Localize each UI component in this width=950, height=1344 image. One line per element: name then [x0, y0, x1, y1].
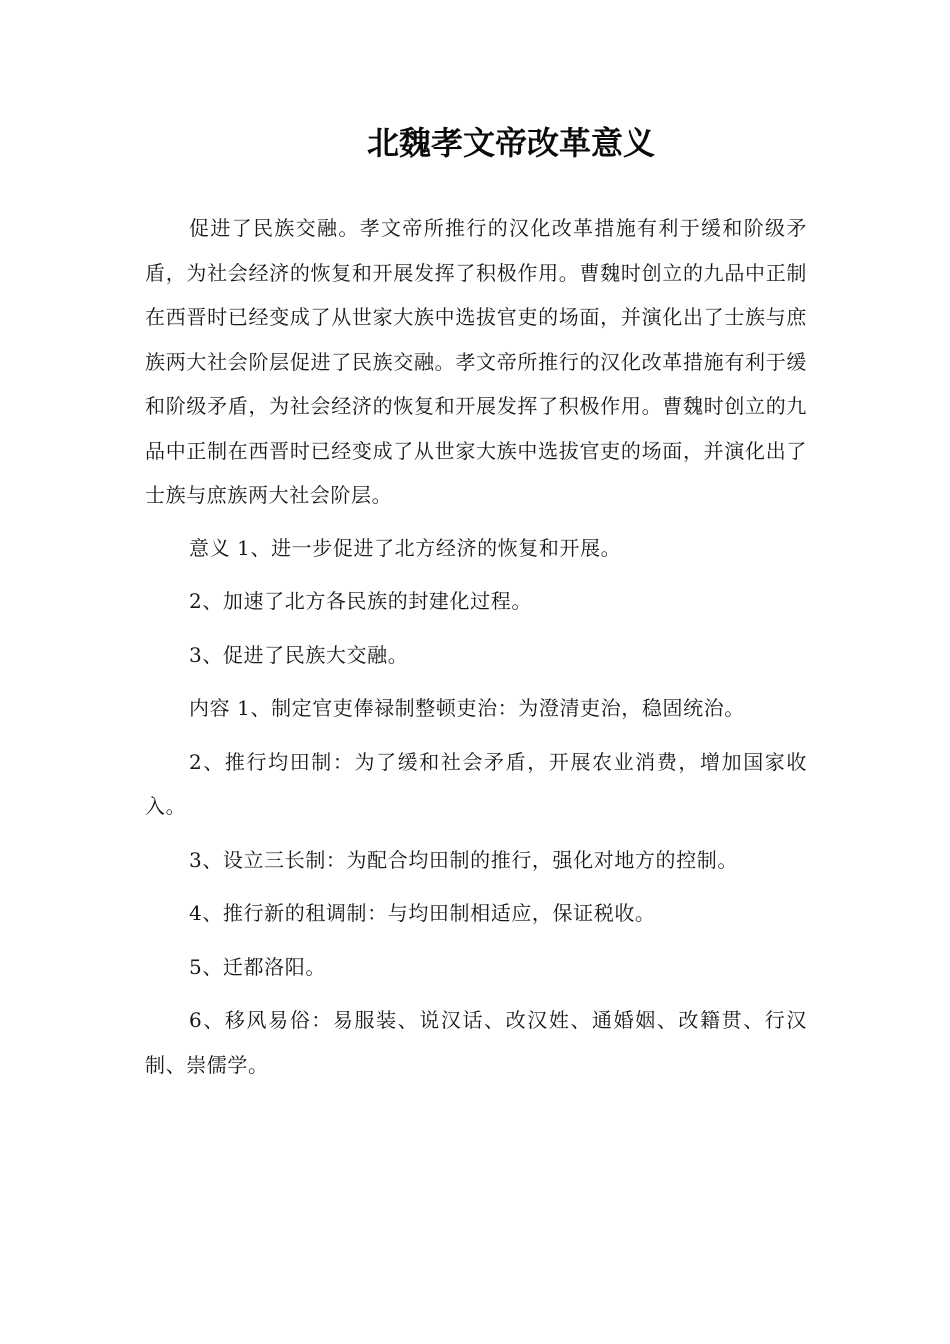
content-item-5: 5、迁都洛阳。 [189, 954, 326, 979]
significance-item-1: 意义 1、进一步促进了北方经济的恢复和开展。 [189, 535, 622, 560]
significance-item-3: 3、促进了民族大交融。 [189, 642, 409, 667]
intro-paragraph: 促进了民族交融。孝文帝所推行的汉化改革措施有利于缓和阶级矛盾，为社会经济的恢复和开展发挥了积极作用。曹魏时创立的九品中正制在西晋时已经变成了从世家大族中选拔官吏的场面，并演化出了士族与庶族两大社会阶层促进了民族交融。孝文帝所推行的汉化改革措施有利于缓和阶级矛盾，为社会经济的恢复和开展发挥了积极作用。曹魏时创立的九品中正制在西晋时已经变成了从世家大族中选拔官吏的场面，并演化出了士族与庶族两大社会阶层。 [145, 216, 807, 507]
significance-item-2: 2、加速了北方各民族的封建化过程。 [189, 589, 532, 613]
content-item-4: 4、推行新的租调制：与均田制相适应，保证税收。 [189, 901, 656, 925]
document-title: 北魏孝文帝改革意义 [366, 124, 655, 162]
content-item-6: 6、移风易俗：易服装、说汉话、改汉姓、通婚姻、改籍贯、行汉制、崇儒学。 [145, 1008, 807, 1077]
content-item-3: 3、设立三长制：为配合均田制的推行，强化对地方的控制。 [189, 847, 738, 872]
content-item-1: 内容 1、制定官吏俸禄制整顿吏治：为澄清吏治，稳固统治。 [189, 696, 745, 720]
content-item-2: 2、推行均田制：为了缓和社会矛盾，开展农业消费，增加国家收入。 [145, 749, 807, 818]
document-body [145, 114, 807, 1096]
